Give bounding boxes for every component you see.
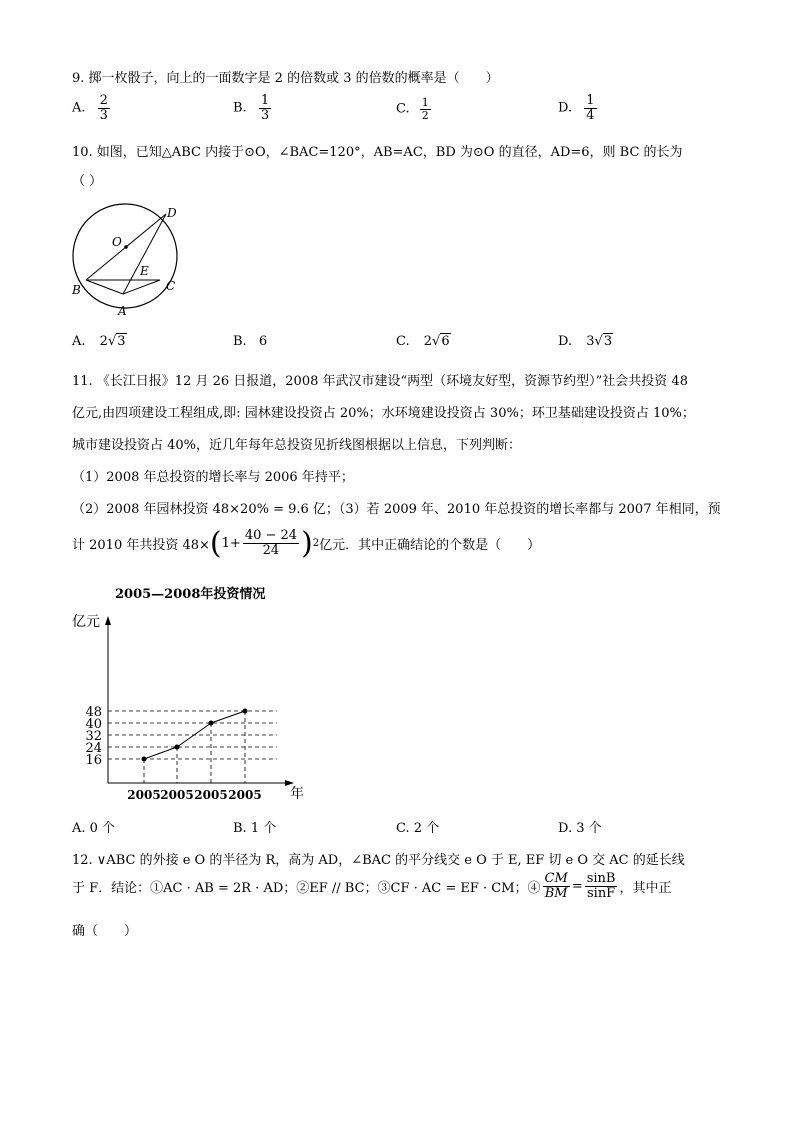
center-point [124, 245, 128, 249]
chart-ylabel: 亿元 [72, 614, 100, 630]
q11-option-b[interactable]: B. 1 个 [233, 821, 277, 836]
x-tick-label: 2005 [127, 788, 161, 802]
label-a: A [118, 304, 127, 318]
q10-circle-figure [70, 198, 182, 320]
investment-line-chart [60, 576, 320, 808]
data-point [142, 757, 147, 762]
q9-option-b[interactable]: B. $\frac{1}{3}$ [233, 93, 270, 123]
label-c: C [166, 279, 176, 293]
q10-option-a[interactable]: A. 2√3 [72, 334, 126, 349]
q9-option-a[interactable]: A. $\frac{2}{3}$ [72, 93, 108, 123]
y-tick-label: 16 [85, 753, 102, 768]
x-tick-label: 2005 [228, 788, 262, 802]
q11-line-5: （2）2008 年园林投资 48×20% = 9.6 亿；（3）若 2009 年、2010 年总投资的增长率都与 2007 年相同，预 [72, 502, 721, 517]
series-segment [211, 711, 245, 723]
q11-line-4: （1）2008 年总投资的增长率与 2006 年持平； [72, 470, 354, 485]
y-tick-label: 32 [85, 729, 102, 744]
q10-option-d[interactable]: D. 3√3 [558, 334, 613, 349]
q11-line-2: 亿元,由四项建设工程组成,即: 园林建设投资占 20%；水环境建设投资占 30%；环卫基础建设投资占 10%； [72, 406, 695, 421]
q10-option-c[interactable]: C. 2√6 [396, 334, 450, 349]
y-tick-label: 24 [85, 741, 102, 756]
label-d: D [167, 206, 177, 220]
q10-option-b[interactable]: B. 6 [233, 334, 268, 349]
series-segment [177, 723, 211, 747]
chord-ad [123, 214, 166, 294]
q11-line-6: 计 2010 年共投资 48× ( 1+ $\frac{40 - 24}{24}$ ) 2 亿元．其中正确结论的个数是（ ） [72, 526, 541, 561]
y-axis-arrow [105, 616, 111, 625]
label-e: E [140, 264, 149, 278]
q11-option-c[interactable]: C. 2 个 [396, 821, 440, 836]
y-tick-label: 48 [85, 705, 102, 720]
q9-stem: 9. 掷一枚骰子，向上的一面数字是 2 的倍数或 3 的倍数的概率是（ ） [72, 71, 499, 86]
chord-ab [86, 280, 123, 294]
chart-title: 2005—2008年投资情况 [115, 587, 266, 602]
q11-line-1: 11. 《长江日报》12 月 26 日报道，2008 年武汉市建设“两型（环境友好型，资源节约型）”社会共投资 48 [72, 374, 688, 389]
q10-paren: （ ） [72, 174, 103, 189]
data-point [209, 721, 214, 726]
label-b: B [72, 283, 81, 297]
data-point [243, 709, 248, 714]
q11-option-d[interactable]: D. 3 个 [558, 821, 602, 836]
q10-stem: 10. 如图，已知△ABC 内接于⊙O，∠BAC=120°，AB=AC，BD 为⊙O 的直径，AD=6，则 BC 的长为 [72, 145, 683, 160]
q9-option-d[interactable]: D. $\frac{1}{4}$ [558, 93, 595, 123]
x-tick-label: 2005 [194, 788, 228, 802]
chord-ac [123, 280, 160, 294]
data-point [175, 745, 180, 750]
y-tick-label: 40 [85, 717, 102, 732]
chart-xlabel: 年 [290, 786, 304, 802]
q12-line-1: 12. ∨ABC 的外接 e O 的半径为 R，高为 AD，∠BAC 的平分线交 e O 于 E, EF 切 e O 交 AC 的延长线 [72, 853, 685, 868]
q11-line-3: 城市建设投资占 40%，近几年每年总投资见折线图根据以上信息，下列判断： [72, 438, 522, 453]
series-segment [144, 747, 177, 759]
q11-option-a[interactable]: A. 0 个 [72, 821, 116, 836]
q9-option-c[interactable]: C. $\frac{1}{2}$ [396, 96, 429, 122]
x-tick-label: 2005 [160, 788, 194, 802]
label-o: O [112, 235, 122, 249]
circle-o [73, 204, 177, 308]
q12-line-2: 于 F．结论：①AC · AB = 2R · AD；②EF // BC；③CF · AC = EF · CM；④ $\frac{CM}{BM}$ = $\frac{\sin B}{\sin F}$ ，其中正 [72, 871, 672, 901]
q12-line-3: 确（ ） [72, 924, 138, 939]
